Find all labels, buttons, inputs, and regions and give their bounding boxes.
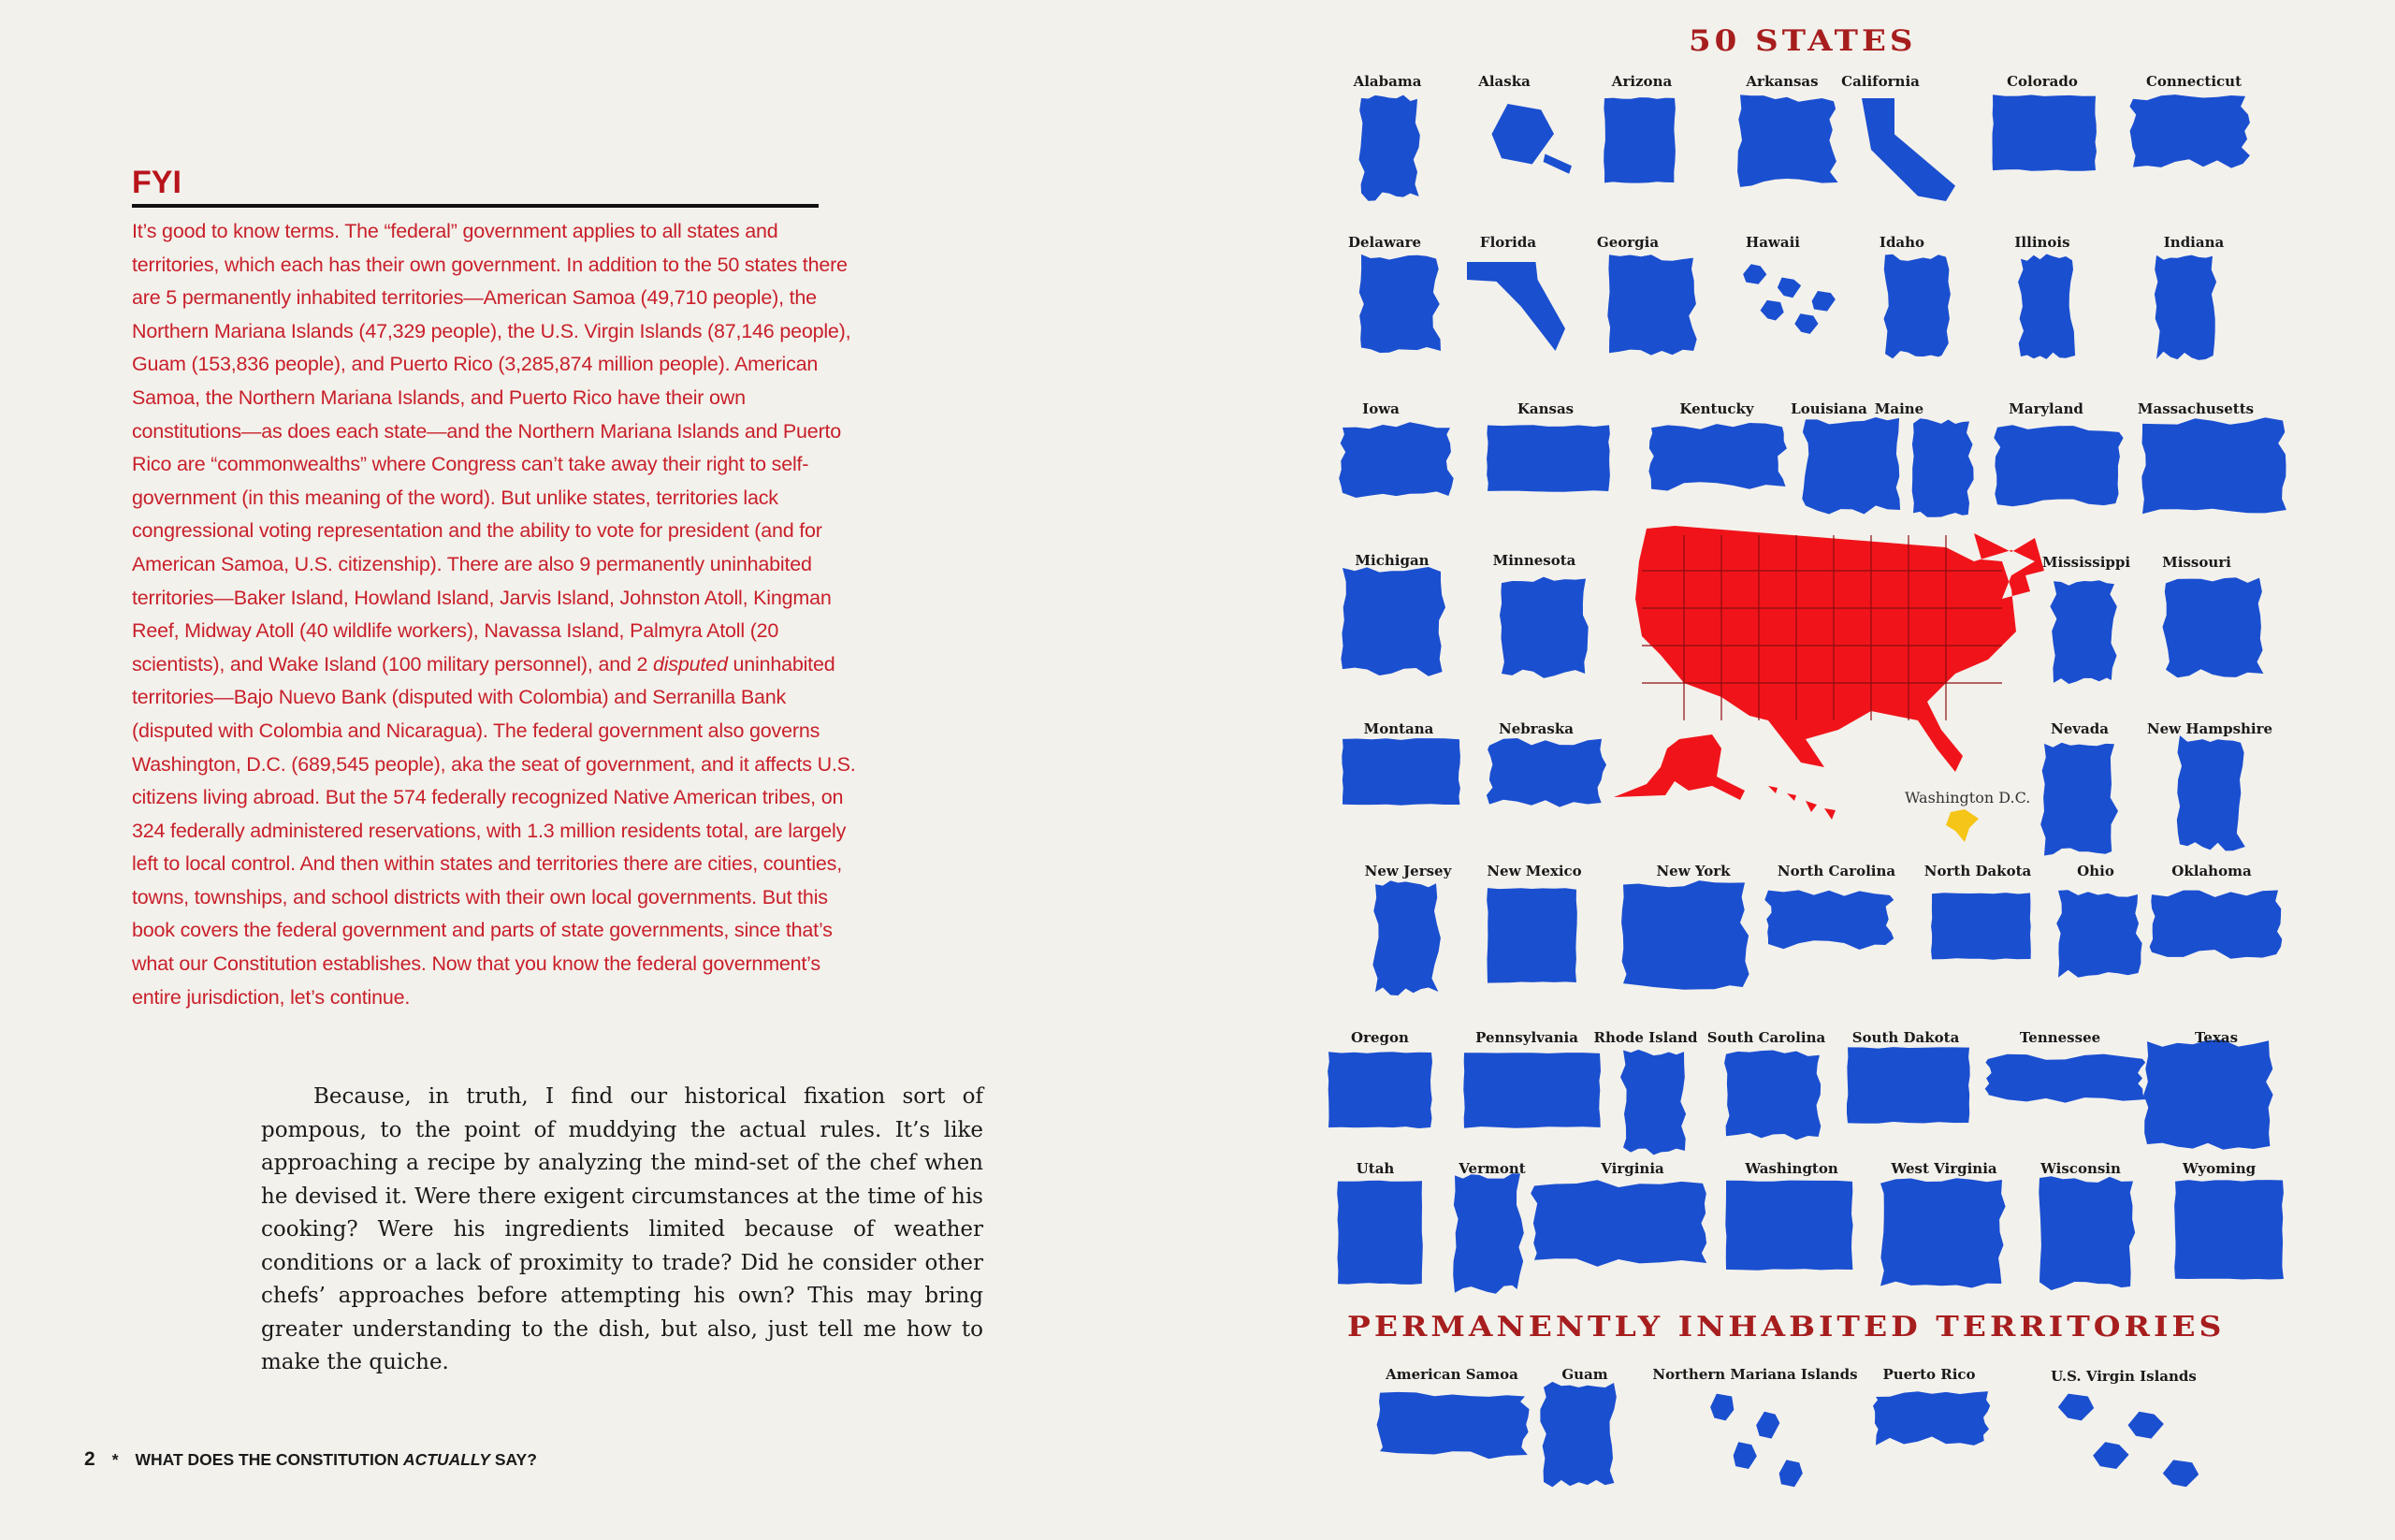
michigan-state-label: Michigan bbox=[1355, 552, 1430, 569]
new-york-state-shape bbox=[1621, 880, 1749, 990]
pennsylvania-state-label: Pennsylvania bbox=[1475, 1029, 1578, 1046]
kentucky-state-label: Kentucky bbox=[1679, 400, 1754, 417]
territories-title: PERMANENTLY INHABITED TERRITORIES bbox=[1347, 1309, 2226, 1344]
utah-state-shape bbox=[1337, 1181, 1423, 1285]
new-hampshire-state-shape bbox=[2177, 735, 2245, 850]
texas-state-shape bbox=[2143, 1039, 2272, 1149]
wyoming-state-shape bbox=[2174, 1180, 2284, 1279]
maine-state-shape bbox=[1912, 418, 1974, 517]
colorado-state-shape bbox=[1993, 94, 2097, 171]
alabama-state-shape bbox=[1359, 95, 1420, 201]
florida-state-shape bbox=[1467, 262, 1565, 351]
washington-dc-label: Washington D.C. bbox=[1905, 789, 2031, 806]
michigan-state-shape bbox=[1341, 567, 1445, 676]
california-state-shape bbox=[1862, 98, 1955, 201]
nebraska-state-shape bbox=[1487, 738, 1606, 807]
fyi-text-part-1: It’s good to know terms. The “federal” government applies to all states and territories, which each has their own government. In addition to the 50 states there are 5 permanently inhabited territories—American Samoa (49,710 people), the Northern Mariana Islands (47,329 people), the U.S. Virgin Islands (87,146 people), Guam (153,836 people), and Puerto Rico (3,285,874 million people). American Samoa, the Northern Mariana Islands, and Puerto Rico have their own constitutions—as does each state—and the Northern Mariana Islands and Puerto Rico are “commonwealths” where Congress can’t take away their right to self-government (in this meaning of the word). But unlike states, territories lack congressional voting representation and the ability to vote for president (and for American Samoa, U.S. citizenship). There are also 9 permanently uninhabited territories—Baker Island, Howland Island, Jarvis Island, Johnston Atoll, Kingman Reef, Midway Atoll (40 wildlife workers), Navassa Island, Palmyra Atoll (20 scientists), and Wake Island (100 military personnel), and 2 bbox=[132, 220, 851, 676]
south-dakota-state-shape bbox=[1847, 1047, 1970, 1124]
montana-state-shape bbox=[1342, 738, 1460, 806]
ohio-state-shape bbox=[2056, 890, 2141, 978]
footer-separator: * bbox=[111, 1450, 119, 1469]
florida-state-label: Florida bbox=[1479, 234, 1537, 251]
new-jersey-state-shape bbox=[1372, 880, 1441, 995]
new-mexico-state-label: New Mexico bbox=[1487, 863, 1582, 879]
california-state-label: California bbox=[1841, 73, 1920, 90]
wyoming-state-label: Wyoming bbox=[2182, 1160, 2257, 1177]
northern-mariana-islands-territory-shape bbox=[1710, 1394, 1803, 1488]
minnesota-state-label: Minnesota bbox=[1492, 552, 1576, 569]
maine-state-label: Maine bbox=[1874, 400, 1924, 417]
maryland-state-label: Maryland bbox=[2009, 400, 2083, 417]
kansas-state-label: Kansas bbox=[1517, 400, 1575, 417]
delaware-state-label: Delaware bbox=[1347, 234, 1422, 251]
wisconsin-state-label: Wisconsin bbox=[2040, 1160, 2121, 1177]
washington-state-label: Washington bbox=[1745, 1160, 1838, 1177]
delaware-state-shape bbox=[1359, 254, 1441, 353]
arizona-state-shape bbox=[1604, 97, 1676, 183]
new-jersey-state-label: New Jersey bbox=[1364, 863, 1452, 879]
illinois-state-shape bbox=[2018, 254, 2075, 359]
idaho-state-shape bbox=[1884, 254, 1951, 359]
fyi-heading: FYI bbox=[132, 165, 181, 200]
arizona-state-label: Arizona bbox=[1611, 73, 1673, 90]
new-mexico-state-shape bbox=[1487, 888, 1577, 983]
american-samoa-territory-shape bbox=[1377, 1392, 1530, 1459]
puerto-rico-territory-label: Puerto Rico bbox=[1882, 1366, 1976, 1383]
washington-dc-shape bbox=[1946, 809, 1979, 842]
alaska-inset-map bbox=[1614, 734, 1745, 800]
louisiana-state-label: Louisiana bbox=[1791, 400, 1867, 417]
mississippi-state-shape bbox=[2050, 580, 2116, 684]
hawaii-inset-map bbox=[1768, 786, 1836, 820]
pennsylvania-state-shape bbox=[1463, 1053, 1601, 1128]
missouri-state-shape bbox=[2163, 577, 2264, 677]
minnesota-state-shape bbox=[1500, 577, 1589, 678]
idaho-state-label: Idaho bbox=[1879, 234, 1925, 251]
montana-state-label: Montana bbox=[1363, 720, 1434, 737]
arkansas-state-shape bbox=[1737, 94, 1838, 186]
missouri-state-label: Missouri bbox=[2162, 554, 2231, 571]
west-virginia-state-shape bbox=[1880, 1178, 2006, 1287]
rhode-island-state-shape bbox=[1620, 1050, 1686, 1155]
ohio-state-label: Ohio bbox=[2077, 863, 2114, 879]
wisconsin-state-shape bbox=[2039, 1176, 2135, 1290]
south-carolina-state-shape bbox=[1724, 1051, 1821, 1140]
kentucky-state-shape bbox=[1648, 423, 1787, 491]
american-samoa-territory-label: American Samoa bbox=[1386, 1366, 1518, 1383]
fyi-text-part-2: uninhabited territories—Bajo Nuevo Bank (disputed with Colombia) and Serranilla Bank (disputed with Colombia and Nicaragua). The federal government also governs Washington, D.C. (689,545 people), aka the seat of government, and it affects U.S. citizens living abroad. But the 574 federally recognized Native American tribes, on 324 federally administered reservations, with 1.3 million residents total, are largely left to local control. And then within states and territories there are cities, counties, towns, townships, and school districts with their own local governments. But this book covers the federal government and parts of state governments, since that’s what our Constitution establishes. Now that you know the federal government’s entire jurisdiction, let’s continue. bbox=[132, 652, 856, 1009]
page-number: 2 bbox=[84, 1448, 95, 1470]
alaska-state-shape bbox=[1492, 104, 1573, 174]
connecticut-state-shape bbox=[2129, 94, 2250, 168]
louisiana-state-shape bbox=[1802, 417, 1900, 515]
new-hampshire-state-label: New Hampshire bbox=[2146, 720, 2273, 737]
oklahoma-state-label: Oklahoma bbox=[2171, 863, 2252, 879]
alaska-state-label: Alaska bbox=[1478, 73, 1531, 90]
virginia-state-label: Virginia bbox=[1601, 1160, 1664, 1177]
states-title: 50 STATES bbox=[1689, 24, 1917, 58]
oklahoma-state-shape bbox=[2150, 891, 2283, 959]
washington-state-shape bbox=[1725, 1181, 1852, 1271]
kansas-state-shape bbox=[1487, 425, 1610, 491]
colorado-state-label: Colorado bbox=[2007, 73, 2078, 90]
south-carolina-state-label: South Carolina bbox=[1706, 1029, 1826, 1046]
vermont-state-shape bbox=[1453, 1173, 1524, 1294]
massachusetts-state-shape bbox=[2141, 417, 2286, 514]
arkansas-state-label: Arkansas bbox=[1746, 73, 1819, 90]
hawaii-state-label: Hawaii bbox=[1746, 234, 1800, 251]
iowa-state-shape bbox=[1339, 422, 1454, 498]
running-title-part-2: SAY? bbox=[489, 1450, 537, 1469]
running-title-emphasis: ACTUALLY bbox=[402, 1450, 490, 1469]
oregon-state-label: Oregon bbox=[1351, 1029, 1409, 1046]
west-virginia-state-label: West Virginia bbox=[1891, 1160, 1997, 1177]
vermont-state-label: Vermont bbox=[1459, 1160, 1526, 1177]
tennessee-state-shape bbox=[1985, 1054, 2146, 1103]
u-s-virgin-islands-territory-shape bbox=[2058, 1394, 2199, 1488]
tennessee-state-label: Tennessee bbox=[2019, 1029, 2101, 1046]
hawaii-state-shape bbox=[1743, 264, 1836, 334]
nevada-state-label: Nevada bbox=[2051, 720, 2109, 737]
essay-paragraph: Because, in truth, I find our historical fixation sort of pompous, to the point of muddying the actual rules. It’s like approaching a recipe by analyzing the mind-set of the chef when he devised it. Were there exigent circumstances at the time of his cooking? Were his ingredients limited because of weather conditions or a lack of proximity to trade? Did he consider other chefs’ approaches before attempting his own? This may bring greater understanding to the dish, but also, just tell me how to make the quiche. bbox=[261, 1084, 983, 1374]
georgia-state-shape bbox=[1607, 254, 1696, 355]
running-title-part-1: WHAT DOES THE CONSTITUTION bbox=[135, 1450, 403, 1469]
indiana-state-label: Indiana bbox=[2163, 234, 2225, 251]
nevada-state-shape bbox=[2040, 743, 2118, 856]
north-carolina-state-label: North Carolina bbox=[1777, 863, 1896, 879]
nebraska-state-label: Nebraska bbox=[1499, 720, 1574, 737]
north-dakota-state-shape bbox=[1931, 893, 2031, 960]
connecticut-state-label: Connecticut bbox=[2145, 73, 2243, 90]
puerto-rico-territory-shape bbox=[1873, 1391, 1990, 1446]
iowa-state-label: Iowa bbox=[1362, 400, 1400, 417]
massachusetts-state-label: Massachusetts bbox=[2137, 400, 2255, 417]
rhode-island-state-label: Rhode Island bbox=[1593, 1029, 1698, 1046]
new-york-state-label: New York bbox=[1656, 863, 1731, 879]
south-dakota-state-label: South Dakota bbox=[1851, 1029, 1960, 1046]
north-dakota-state-label: North Dakota bbox=[1923, 863, 2032, 879]
utah-state-label: Utah bbox=[1356, 1160, 1395, 1177]
north-carolina-state-shape bbox=[1764, 890, 1894, 950]
mississippi-state-label: Mississippi bbox=[2041, 554, 2131, 571]
maryland-state-shape bbox=[1994, 425, 2123, 506]
fyi-text-emphasis: disputed bbox=[653, 652, 728, 676]
guam-territory-label: Guam bbox=[1561, 1366, 1608, 1383]
u-s-virgin-islands-territory-label: U.S. Virgin Islands bbox=[2051, 1368, 2197, 1385]
guam-territory-shape bbox=[1540, 1382, 1616, 1488]
virginia-state-shape bbox=[1531, 1180, 1706, 1267]
illinois-state-label: Illinois bbox=[2014, 234, 2070, 251]
contiguous-us-map bbox=[1635, 526, 2044, 772]
texas-state-label: Texas bbox=[2194, 1029, 2239, 1046]
northern-mariana-islands-territory-label: Northern Mariana Islands bbox=[1652, 1366, 1858, 1383]
indiana-state-shape bbox=[2155, 255, 2216, 360]
georgia-state-label: Georgia bbox=[1596, 234, 1660, 251]
oregon-state-shape bbox=[1328, 1052, 1432, 1128]
alabama-state-label: Alabama bbox=[1353, 73, 1422, 90]
